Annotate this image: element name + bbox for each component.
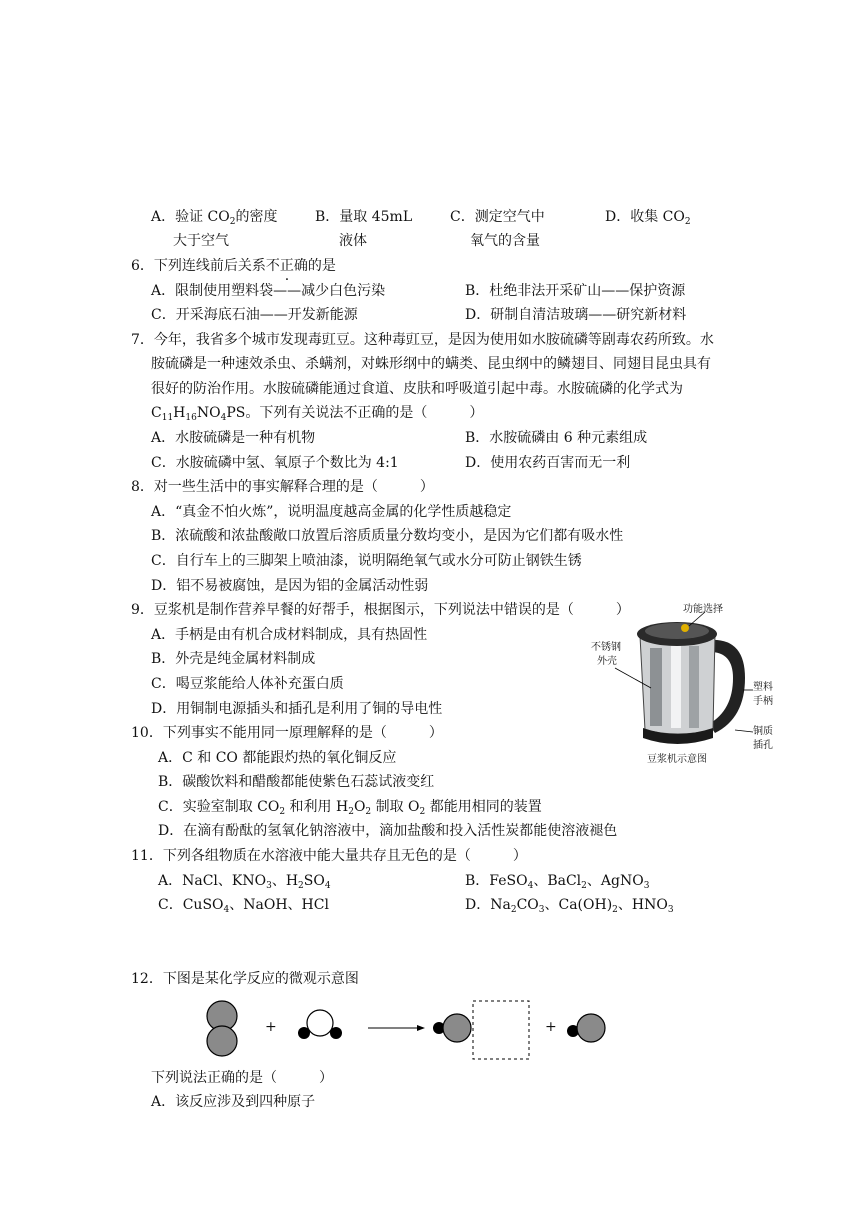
q5-option-b: B．量取 45mL [315, 209, 413, 225]
plus-sign-1: + [265, 1019, 277, 1035]
q5-option-d: D．收集 $CO_2$ [605, 209, 691, 227]
q7-option-d: D．使用农药百害而无一利 [465, 455, 631, 471]
q5-option-b-line2: 液体 [339, 233, 367, 249]
figure-label-shell-2: 外壳 [597, 656, 617, 667]
q7-option-b: B．水胺硫磷由 6 种元素组成 [465, 430, 648, 446]
reaction-diagram [195, 995, 615, 1065]
q7-option-c: C．水胺硫磷中氢、氧原子个数比为 4:1 [151, 455, 399, 471]
q5-option-c: C．测定空气中 [450, 209, 545, 225]
figure-caption: 豆浆机示意图 [647, 754, 707, 765]
q9-option-c: C．喝豆浆能给人体补充蛋白质 [151, 676, 344, 692]
q8-option-b: B．浓硫酸和浓盐酸敞口放置后溶质质量分数均变小，是因为它们都有吸水性 [151, 528, 624, 544]
q8-stem: 8．对一些生活中的事实解释合理的是（ ） [131, 479, 434, 495]
figure-label-socket-2: 插孔 [753, 740, 773, 751]
q5-option-c-line2: 氧气的含量 [470, 233, 540, 249]
q11-option-b: B．FeSO$_4$、BaCl$_2$、AgNO$_3$ [465, 873, 650, 891]
q8-option-c: C．自行车上的三脚架上喷油漆，说明隔绝氧气或水分可防止钢铁生锈 [151, 553, 582, 569]
q10-option-b: B．碳酸饮料和醋酸都能使紫色石蕊试液变红 [158, 774, 435, 790]
figure-label-handle: 塑料 [753, 682, 773, 693]
q9-option-d: D．用铜制电源插头和插孔是利用了铜的导电性 [151, 701, 443, 717]
q8-option-a: A．“真金不怕火炼”，说明温度越高金属的化学性质越稳定 [151, 504, 512, 520]
q8-option-d: D．铝不易被腐蚀，是因为铝的金属活动性弱 [151, 578, 429, 594]
q5-option-a: A．验证 $CO_2$的密度 [151, 209, 278, 227]
q6-stem: 6．下列连线前后关系不正确的是 [131, 258, 336, 274]
q7-line2: 胺硫磷是一种速效杀虫、杀螨剂，对蛛形纲中的螨类、昆虫纲中的鳞翅目、同翅目昆虫具有 [151, 356, 711, 372]
q6-option-c: C．开采海底石油——开发新能源 [151, 307, 358, 323]
q9-option-a: A．手柄是由有机合成材料制成，具有热固性 [151, 627, 428, 643]
figure-label-function-select: 功能选择 [683, 604, 723, 615]
q6-option-d: D．研制自清洁玻璃——研究新材料 [465, 307, 687, 323]
q11-option-c: C．CuSO$_4$、NaOH、HCl [158, 897, 329, 915]
q10-option-a: A．C 和 CO 都能跟灼热的氧化铜反应 [158, 750, 397, 766]
soymilk-machine-figure [585, 598, 785, 770]
figure-label-socket: 铜质 [753, 726, 773, 737]
figure-label-shell: 不锈钢 [591, 642, 621, 653]
figure-label-handle-2: 手柄 [753, 696, 773, 707]
q10-stem: 10．下列事实不能用同一原理解释的是（ ） [131, 725, 443, 741]
q12-option-a: A．该反应涉及到四种原子 [151, 1094, 316, 1110]
q7-option-a: A．水胺硫磷是一种有机物 [151, 430, 316, 446]
q7-formula-line: $C_{11}H_{16}NO_4PS$。下列有关说法不正确的是（ ） [151, 405, 484, 423]
q12-question: 下列说法正确的是（ ） [151, 1070, 333, 1086]
q9-option-b: B．外壳是纯金属材料制成 [151, 651, 316, 667]
q7-line3: 很好的防治作用。水胺硫磷能通过食道、皮肤和呼吸道引起中毒。水胺硫磷的化学式为 [151, 381, 683, 397]
q10-option-c: C．实验室制取 $CO_2$ 和利用 $H_2O_2$ 制取 $O_2$ 都能用相同的装置 [158, 799, 542, 817]
q9-stem: 9．豆浆机是制作营养早餐的好帮手，根据图示，下列说法中错误的是（ ） [131, 602, 630, 618]
q6-option-a: A．限制使用塑料袋——减少白色污染 [151, 283, 386, 299]
q11-option-a: A．NaCl、$KNO_3$、$H_2SO_4$ [158, 873, 331, 891]
q6-option-b: B．杜绝非法开采矿山——保护资源 [465, 283, 686, 299]
q12-stem: 12．下图是某化学反应的微观示意图 [131, 971, 359, 987]
q10-option-d: D．在滴有酚酞的氢氧化钠溶液中，滴加盐酸和投入活性炭都能使溶液褪色 [158, 823, 618, 839]
q11-option-d: D．$Na_2CO_3$、$Ca(OH)_2$、$HNO_3$ [465, 897, 674, 915]
q5-option-a-line2: 大于空气 [173, 233, 229, 249]
plus-sign-2: + [545, 1019, 557, 1035]
q7-line1: 7．今年，我省多个城市发现毒豇豆。这种毒豇豆，是因为使用如水胺硫磷等剧毒农药所致。水 [131, 332, 714, 348]
q11-stem: 11．下列各组物质在水溶液中能大量共存且无色的是（ ） [131, 848, 527, 864]
